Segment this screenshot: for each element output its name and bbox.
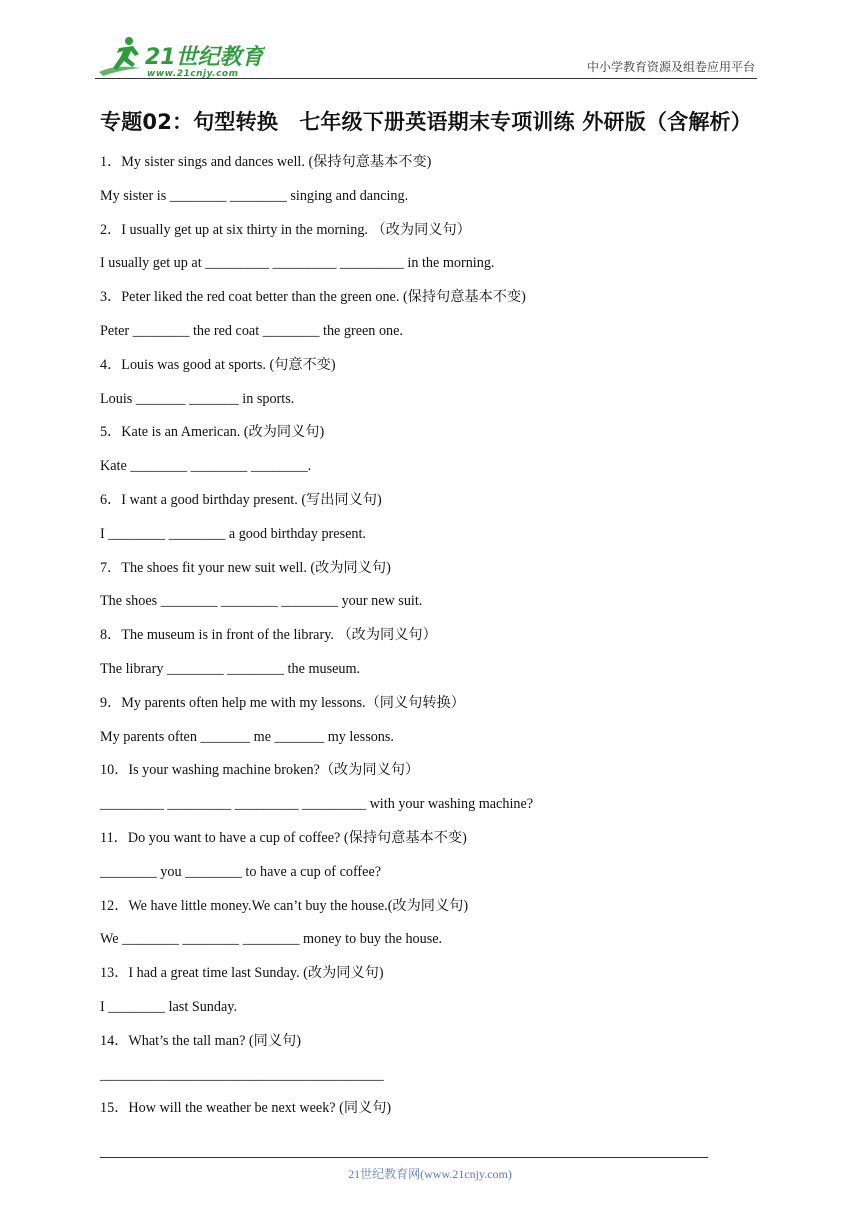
question-prompt: 2．I usually get up at six thirty in the morning. （改为同义句） [100,221,471,238]
question-prompt: 12．We have little money.We can’t buy the house.(改为同义句) [100,897,469,914]
svg-text:www.21cnjy.com: www.21cnjy.com [147,69,239,78]
question-list [100,146,780,1126]
question-prompt: 4．Louis was good at sports. (句意不变) [100,356,336,373]
question-prompt: 11．Do you want to have a cup of coffee? (保持句意基本不变) [100,829,467,846]
header-platform-text: 中小学教育资源及组卷应用平台 [586,60,755,74]
answer-line: I ________ ________ a good birthday present. [100,525,366,542]
question-prompt: 13．I had a great time last Sunday. (改为同义句) [100,965,384,982]
question-prompt: 14．What’s the tall man? (同义句) [100,1032,301,1049]
answer-line: ________ you ________ to have a cup of coffee? [100,863,382,880]
question-prompt: 15．How will the weather be next week? (同义句) [100,1100,392,1117]
page-header [95,30,757,79]
question-prompt: 7．The shoes fit your new suit well. (改为同义句) [100,559,391,576]
footer-divider [100,1157,708,1158]
answer-line: ________________________________________ [100,1066,384,1083]
runner-icon [99,37,141,76]
page-title: 专题02：句型转换 七年级下册英语期末专项训练 外研版（含解析） [100,110,752,134]
question-prompt: 9．My parents often help me with my lessons.（同义句转换） [100,694,465,711]
answer-line: Peter ________ the red coat ________ the green one. [100,322,403,339]
answer-line: We ________ ________ ________ money to buy the house. [100,931,443,948]
question-prompt: 3．Peter liked the red coat better than the green one. (保持句意基本不变) [100,289,526,306]
question-prompt: 8．The museum is in front of the library. （改为同义句） [100,627,437,644]
answer-line: Kate ________ ________ ________. [100,458,312,475]
question-prompt: 6．I want a good birthday present. (写出同义句) [100,491,382,508]
footer-link[interactable]: 21世纪教育网(www.21cnjy.com) [348,1167,512,1181]
answer-line: _________ _________ _________ _________ with your washing machine? [100,796,534,813]
question-prompt: 5．Kate is an American. (改为同义句) [100,424,325,441]
answer-line: The shoes ________ ________ ________ your new suit. [100,593,423,610]
answer-line: My sister is ________ ________ singing and dancing. [100,187,409,204]
answer-line: Louis _______ _______ in sports. [100,390,295,407]
svg-text:21世纪教育: 21世纪教育 [145,45,264,70]
site-logo [95,34,265,78]
answer-line: The library ________ ________ the museum. [100,660,361,677]
question-prompt: 1．My sister sings and dances well. (保持句意基本不变) [100,154,432,170]
answer-line: I ________ last Sunday. [100,998,238,1015]
question-prompt: 10．Is your washing machine broken?（改为同义句） [100,762,420,779]
answer-line: I usually get up at _________ _________ _________ in the morning. [100,255,495,272]
answer-line: My parents often _______ me _______ my lessons. [100,728,394,745]
